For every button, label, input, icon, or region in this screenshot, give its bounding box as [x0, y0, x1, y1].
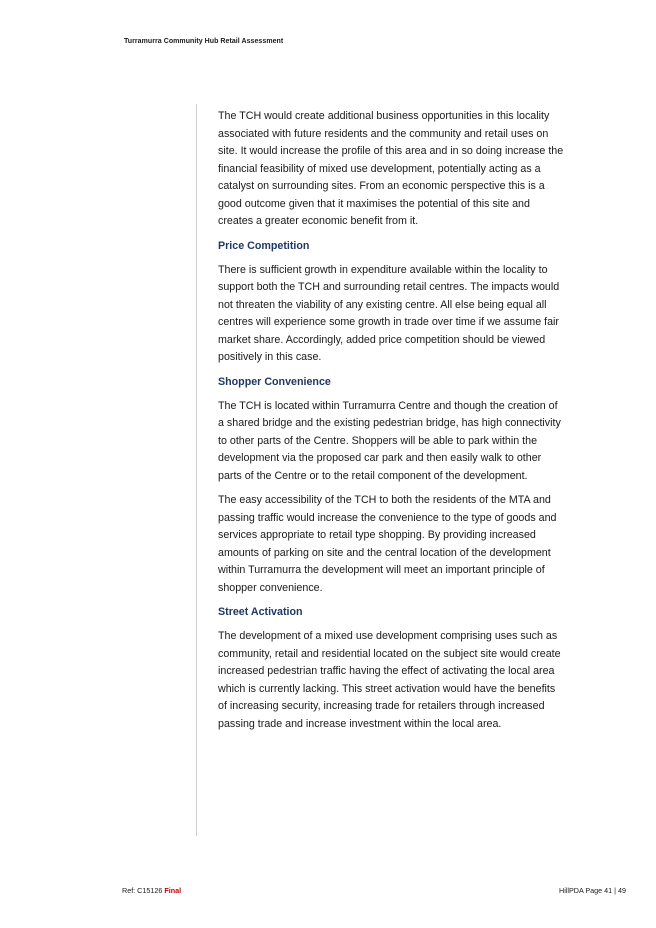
- footer-reference: [122, 886, 181, 895]
- footer-ref-prefix: Ref: C15126: [122, 886, 165, 895]
- margin-rule: [196, 104, 197, 836]
- intro-paragraph: The TCH would create additional business opportunities in this locality associated with future residents and the community and retail uses on site. It would increase the profile of this area and in so doing increase the financial feasibility of mixed use development, potentially acting as a catalyst on surrounding sites. From an economic perspective this is a good outcome given that it maximises the potential of this site and creates a greater economic benefit from it.: [218, 110, 564, 227]
- shopper-convenience-paragraph-1: The TCH is located within Turramurra Centre and though the creation of a shared bridge and the existing pedestrian bridge, has high connectivity to other parts of the Centre. Shoppers will be able to park within the development via the proposed car park and then easily walk to other parts of the Centre or to the retail component of the development.: [218, 399, 561, 482]
- footer-ref-status: Final: [164, 886, 182, 895]
- footer-page-number: HillPDA Page 41 | 49: [559, 886, 626, 895]
- price-competition-paragraph: There is sufficient growth in expenditure available within the locality to support both the TCH and surrounding retail centres. The impacts would not threaten the viability of any existing centre. All else being equal all centres will experience some growth in trade over time if we assume fair market share. Accordingly, added price competition should be viewed positively in this case.: [218, 263, 560, 363]
- section-heading-street-activation: Street Activation: [218, 606, 303, 618]
- document-header-title: Turramurra Community Hub Retail Assessment: [124, 38, 284, 45]
- street-activation-paragraph: The development of a mixed use development comprising uses such as community, retail and residential located on the subject site would create increased pedestrian traffic having the effect of activating the local area which is currently lacking. This street activation would have the benefits of increasing security, increasing trade for retailers through increased passing trade and increase investment within the local area.: [218, 630, 561, 730]
- document-body: [218, 108, 566, 740]
- section-heading-price-competition: Price Competition: [218, 239, 310, 252]
- shopper-convenience-paragraph-2: The easy accessibility of the TCH to both the residents of the MTA and passing traffic would increase the convenience to the type of goods and services appropriate to retail type shopping. By providing increased amounts of parking on site and the central location of the development within Turramurra the development will meet an important principle of shopper convenience.: [218, 494, 557, 594]
- section-heading-shopper-convenience: Shopper Convenience: [218, 375, 331, 388]
